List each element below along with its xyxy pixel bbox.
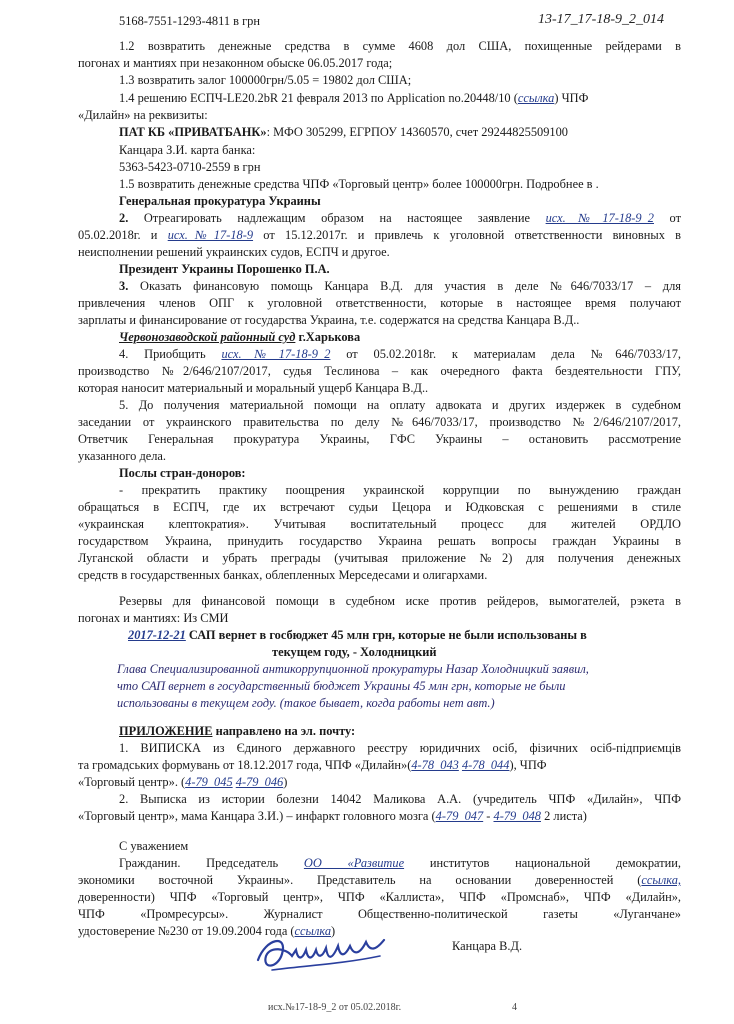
reference-link[interactable]: ссылка [294,924,332,938]
text-line: 1.5 возвратить денежные средства ЧПФ «Торговый центр» более 100000грн. Подробнее в . [119,177,599,191]
text-span: 1.4 решению ЕСПЧ-LE20.2bR 21 февраля 2013 по Application no.20448/10 ( [119,91,518,105]
section-heading: Президент Украины Порошенко П.А. [119,262,330,276]
text-line: которая наносит материальный и моральный ущерб Канцара В.Д.. [78,381,429,395]
text-line: зарплаты и финансирование от государства Украина, т.е. содержатся на средства Канцара В.Д.. [78,313,580,327]
text-line [78,228,681,243]
text-span: от [653,211,681,225]
text-span: ) [331,924,336,938]
news-quote: использованы в текущем году. (такое бывает, когда работы нет авт.) [117,696,495,710]
text-line: средств в государственных банках, облепленных Мерседесами и олигархами. [78,568,488,582]
text-span: 05.02.2018г. и [78,228,168,242]
text-line [119,856,681,871]
text-line [78,873,681,888]
text-span: ), ЧПФ [509,758,547,772]
reference-link[interactable]: 4-79_047 [435,809,484,823]
section-heading: Послы стран-доноров: [119,466,246,480]
text-span: 2 листа) [541,809,587,823]
news-headline [128,628,587,643]
reference-link[interactable]: 4-78_044 [461,758,510,772]
text-line [119,211,681,226]
card-number-line: 5363-5423-0710-2559 в грн [119,160,261,174]
text-span: ) [283,775,288,789]
text-span: Оказать финансовую помощь Канцара В.Д. для участия в деле №646/7033/17 – для [128,279,681,293]
appendix-heading [119,724,355,739]
text-line: указанного дела. [78,449,167,463]
text-line: - прекратить практику поощрения украинской коррупции по вынуждению граждан [119,483,681,497]
text-span: направлено на эл. почту: [212,724,356,738]
text-line: 1. ВИПИСКА из Єдиного державного реєстру юридичних осіб, фізичних осіб-підприємців [119,741,681,755]
text-line: 2. Выписка из истории болезни 14042 Маликова А.А. (учредитель ЧПФ «Дилайн», ЧПФ [119,792,681,806]
text-line: Ответчик Генеральная прокуратура Украины, ГФС Украины – остановить рассмотрение [78,432,681,446]
text-line: Луганской области и убрать преграды (учитывая приложение №2) для получения денежных [78,551,681,565]
text-line: неисполнении решений украинских судов, ЕСПЧ и другое. [78,245,390,259]
text-line: 1.2 возвратить денежные средства в сумме 4608 дол США, похищенные рейдерами в [119,39,681,53]
text-line: производство №2/646/2107/2017, судья Теслинова – как очередного факта бездеятельности ГПУ, [78,364,681,378]
reference-link[interactable]: 4-79_045 [185,775,233,789]
text-span: ) ЧПФ [554,91,589,105]
text-line: Резервы для финансовой помощи в судебном иске против рейдеров, вымогателей, рэкета в [119,594,681,608]
reference-link[interactable]: ссылка, [641,873,681,887]
reference-link[interactable]: исх.№17-18-9_2 [221,347,331,361]
text-span: от 15.12.2017г. и привлечь к уголовной ответственности виновных в [253,228,681,242]
closing: С уважением [119,839,189,853]
news-headline: текущем году, - Холодницкий [272,645,437,659]
text-line: погонах и мантиях: Из СМИ [78,611,229,625]
text-line: ЧПФ «Промресурсы». Журналист Общественно-политической газеты «Луганчане» [78,907,681,921]
section-heading [119,330,360,345]
signature-image [252,926,392,978]
text-span: удостоверение №230 от 19.09.2004 года ( [78,924,295,938]
text-span: САП вернет в госбюджет 45 млн грн, которые не были использованы в [185,628,587,642]
item-number: 3. [119,279,129,293]
text-line: «украинская клептократия». Учитывая воспитательный процесс для жителей ОРДЛО [78,517,681,531]
card-number-line: 5168-7551-1293-4811 в грн [119,14,260,28]
text-line [119,91,588,106]
text-line: Канцара З.И. карта банка: [119,143,256,157]
text-line [78,758,547,773]
court-name: Червонозаводской районный суд [119,330,296,344]
text-line: погонах и мантиях при незаконном обыске 06.05.2017 года; [78,56,393,70]
page-footer: исх.№17-18-9_2 от 05.02.2018г. [268,1002,402,1013]
reference-link[interactable]: 4-79_048 [493,809,541,823]
text-span: 4. Приобщить [119,347,222,361]
text-span: - [483,809,494,823]
news-quote: что САП вернет в государственный бюджет Украины 45 млн грн, которые не были [117,679,566,693]
page-number: 4 [512,1002,517,1013]
text-line: заседании от украинского правительства по делу №646/7033/17, производство №2/646/2107/2017, [78,415,681,429]
text-line [78,809,587,824]
text-span: от 05.02.2018г. к материалам дела №646/7033/17, [330,347,681,361]
text-line [78,775,287,790]
news-date-link[interactable]: 2017-12-21 [128,628,186,642]
text-line: 1.3 возвратить залог 100000грн/5.05 = 19802 дол США; [119,73,412,87]
text-line: «Дилайн» на реквизиты: [78,108,208,122]
text-line: привлечения членов ОПГ к уголовной ответственности, которые в настоящее время получают [78,296,681,310]
text-span: институтов национальной демократии, [404,856,681,870]
organization-link[interactable]: ОО «Развитие [303,856,405,870]
document-id: 13-17_17-18-9_2_014 [538,12,664,27]
text-span: та громадських формувань от 18.12.2017 года, ЧПФ «Дилайн»( [78,758,412,772]
text-span: «Торговый центр», мама Канцара З.И.) – инфаркт головного мозга ( [78,809,436,823]
text-line: 5. До получения материальной помощи на оплату адвоката и других издержек в судебном [119,398,681,412]
signature-stroke [258,940,384,966]
bank-details-line [119,125,568,140]
text-span: Гражданин. Председатель [119,856,304,870]
reference-link[interactable]: 4-78_043 [411,758,459,772]
text-line: обращаться в ЕСПЧ, где их встречают судьи Цецора и Юдковская с решениями в стиле [78,500,681,514]
text-line [119,347,681,362]
section-heading: Генеральная прокуратура Украины [119,194,321,208]
news-quote: Глава Специализированной антикоррупционной прокуратуры Назар Холодницкий заявил, [117,662,589,676]
text-span: Отреагировать надлежащим образом на настоящее заявление [128,211,546,225]
reference-link[interactable]: исх.№17-18-9 [167,228,254,242]
item-number: 2. [119,211,129,225]
reference-link[interactable]: ссылка [517,91,555,105]
appendix-title: ПРИЛОЖЕНИЕ [119,724,213,738]
text-span: : МФО 305299, ЕГРПОУ 14360570, счет 29244825509100 [266,125,569,139]
reference-link[interactable]: 4-79_046 [235,775,284,789]
text-line: доверенности) ЧПФ «Торговый центр», ЧПФ «Каллиста», ЧПФ «Промснаб», ЧПФ «Дилайн», [78,890,681,904]
reference-link[interactable]: исх.№17-18-9_2 [545,211,654,225]
signer-name: Канцара В.Д. [452,939,523,953]
signature-underline [272,956,380,970]
text-line [119,279,681,294]
bank-name: ПАТ КБ «ПРИВАТБАНК» [119,125,267,139]
text-span: «Торговый центр». ( [78,775,186,789]
text-span: экономики восточной Украины». Представитель на основании доверенностей ( [78,873,642,887]
text-line: государством Украина, принудить государство Украина решать вопросы граждан Украины в [78,534,681,548]
text-span: г.Харькова [295,330,361,344]
